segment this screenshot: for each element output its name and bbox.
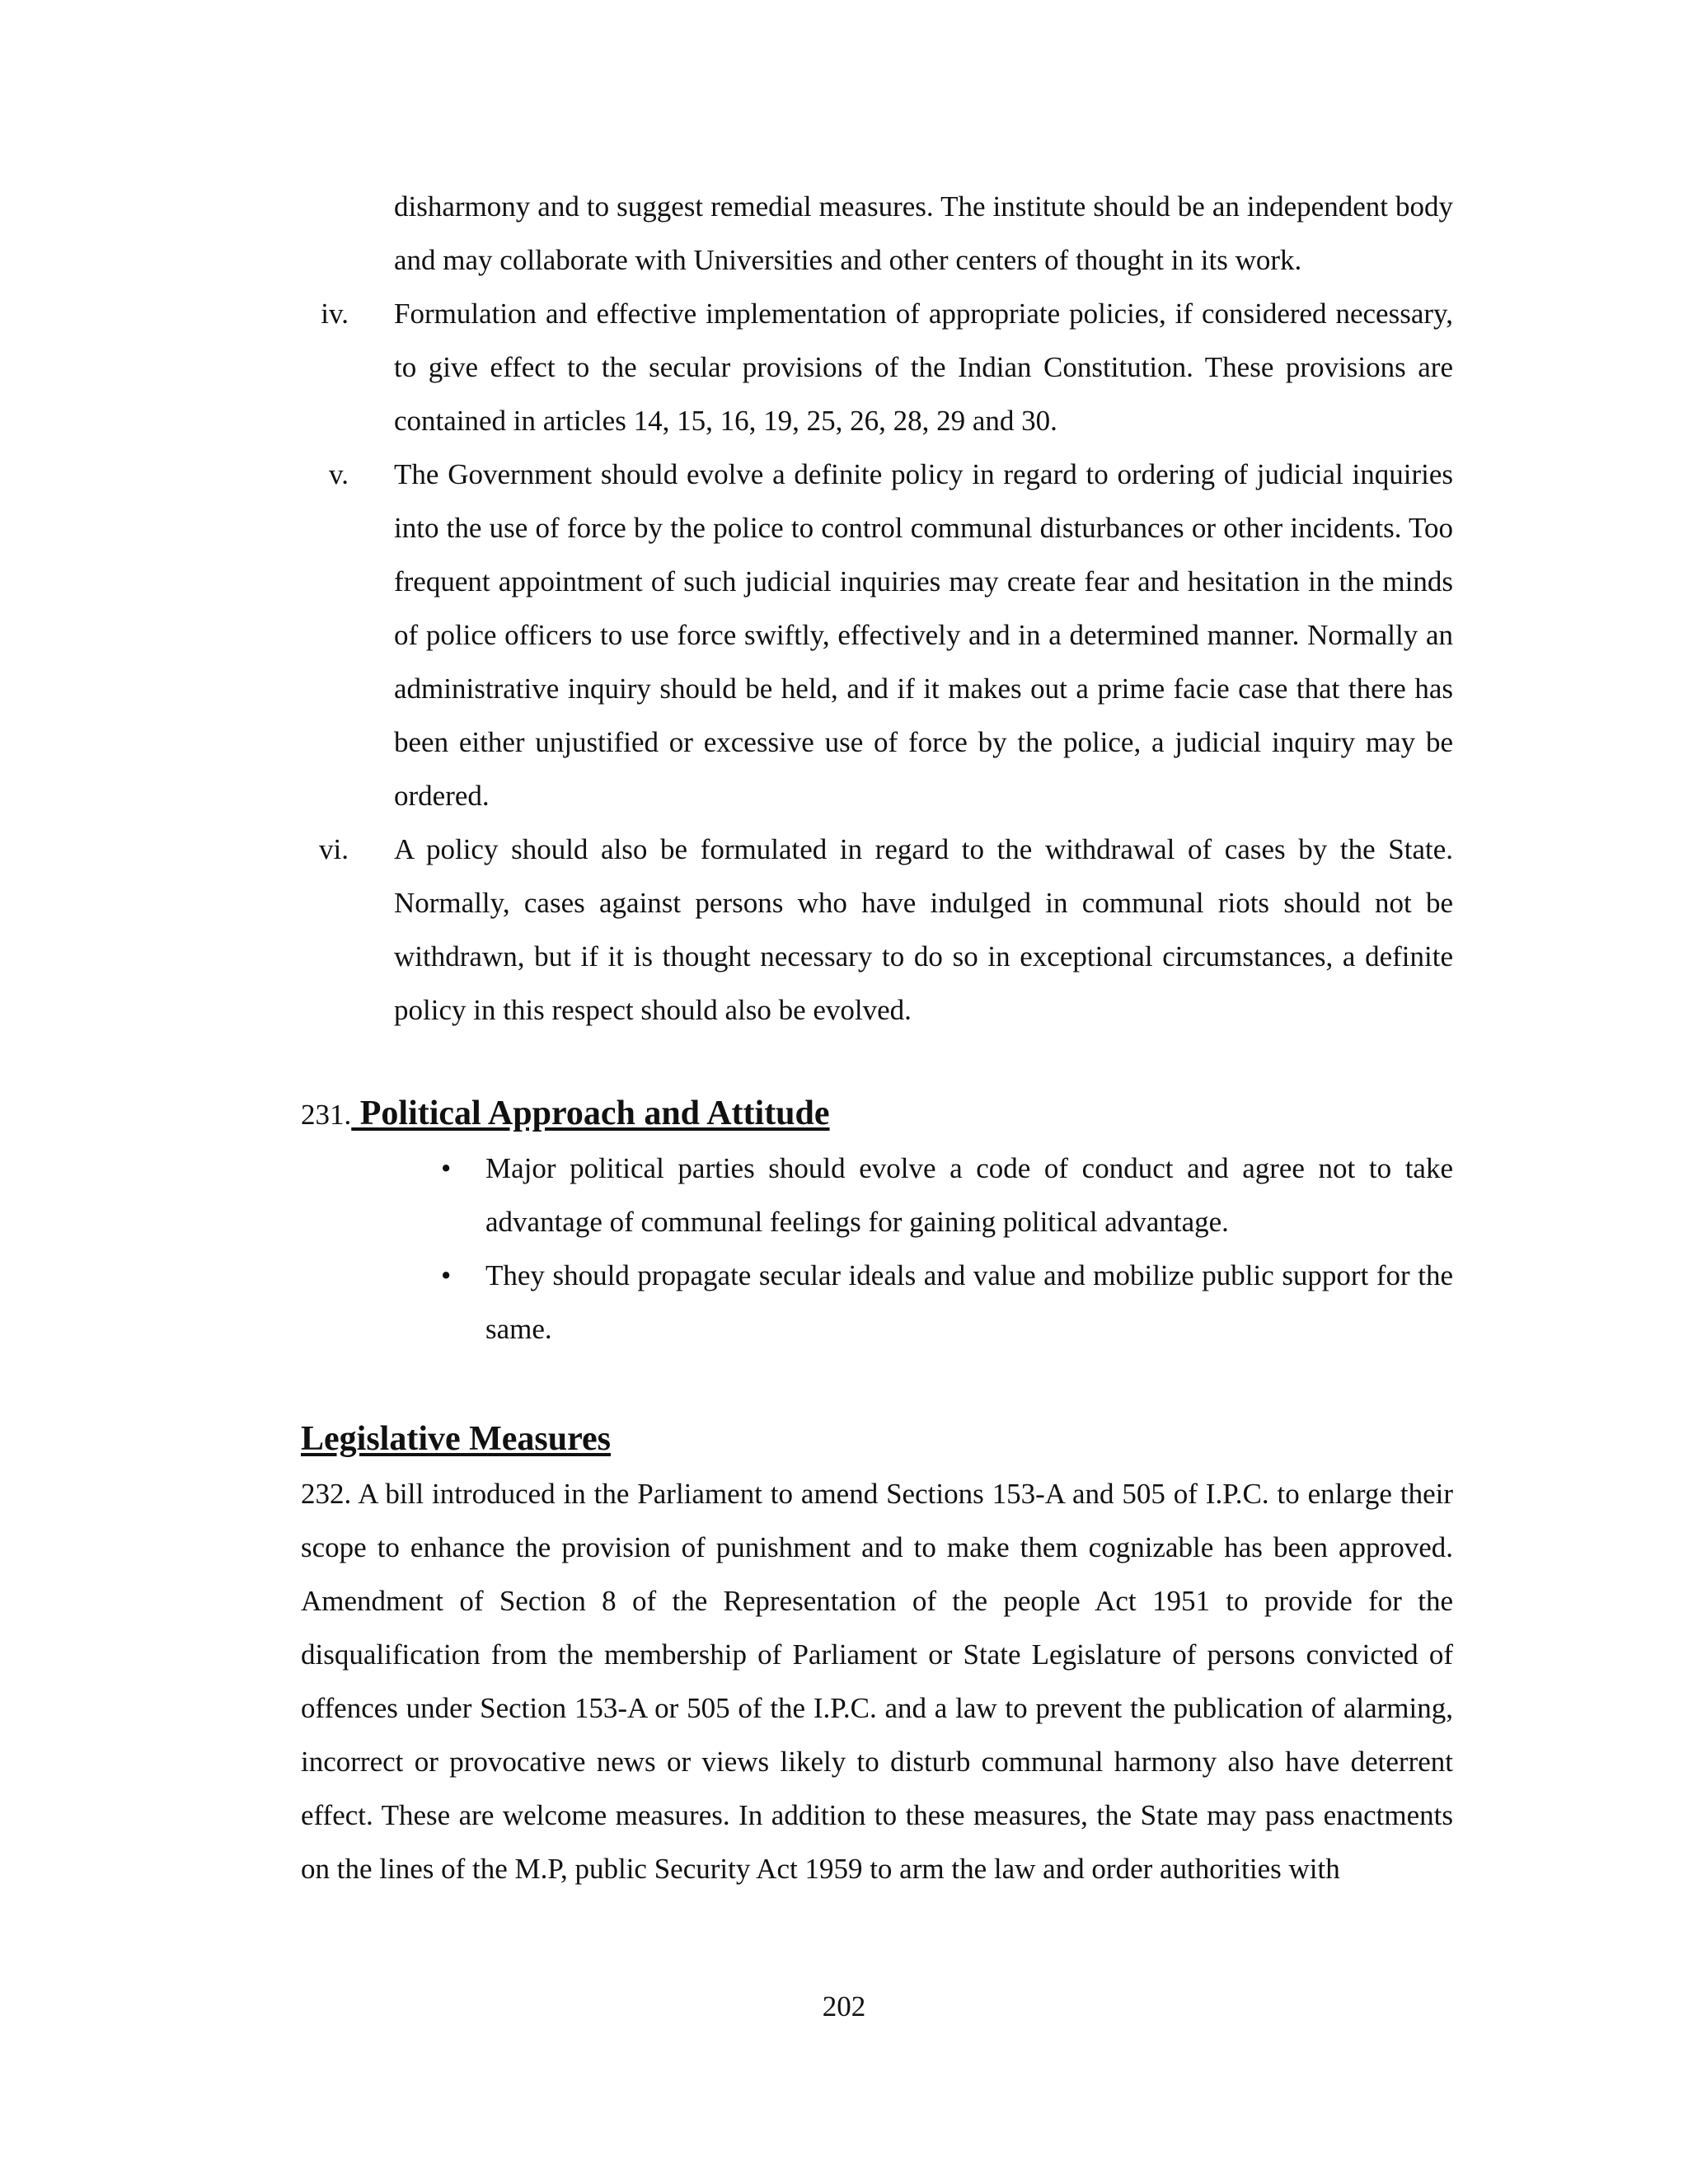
list-item-numeral: v. bbox=[329, 458, 349, 490]
list-item-text: A policy should also be formulated in regard to the withdrawal of cases by the State. Normally, cases against persons who have indulged in communal riots should not be withdrawn, but if it is thought necessary to do so in exceptional circumstances, a definite policy in this respect should also be evolved. bbox=[394, 833, 1453, 1026]
section-231-bullets bbox=[301, 1141, 1453, 1356]
list-item-text: Formulation and effective implementation of appropriate policies, if considered necessary, to give effect to the secular provisions of the Indian Constitution. These provisions are contained in articles 14, 15, 16, 19, 25, 26, 28, 29 and 30. bbox=[394, 298, 1453, 437]
list-item-numeral: iv. bbox=[321, 298, 349, 330]
section-231-heading bbox=[301, 1087, 1453, 1141]
section-number: 231. bbox=[301, 1099, 352, 1131]
section-title: Political Approach and Attitude bbox=[351, 1094, 830, 1132]
page-number: 202 bbox=[822, 1990, 866, 2022]
page-content bbox=[301, 180, 1453, 1896]
bullet-text: They should propagate secular ideals and value and mobilize public support for the same. bbox=[485, 1259, 1453, 1345]
bullet-item bbox=[301, 1249, 1453, 1356]
list-item-iv bbox=[301, 287, 1453, 448]
list-item-vi bbox=[301, 823, 1453, 1037]
legislative-measures-heading: Legislative Measures bbox=[301, 1420, 611, 1458]
bullet-item bbox=[301, 1141, 1453, 1249]
bullet-text: Major political parties should evolve a code of conduct and agree not to take advantage of communal feelings for gaining political advantage. bbox=[485, 1152, 1453, 1238]
list-item-text: disharmony and to suggest remedial measures. The institute should be an independent body and may collaborate with Universities and other centers of thought in its work. bbox=[394, 190, 1453, 276]
bullet-dot-icon: • bbox=[441, 1259, 452, 1291]
list-item-continued bbox=[301, 180, 1453, 287]
list-item-numeral: vi. bbox=[319, 833, 349, 865]
list-item-v bbox=[301, 448, 1453, 823]
legislative-paragraph: 232. A bill introduced in the Parliament to amend Sections 153-A and 505 of I.P.C. to enlarge their scope to enhance the provision of punishment and to make them cognizable has been approved. Amendment of Section 8 of the Representation of the people Act 1951 to provide for the disqualification from the membership of Parliament or State Legislature of persons convicted of offences under Section 153-A or 505 of the I.P.C. and a law to prevent the publication of alarming, incorrect or provocative news or views likely to disturb communal harmony also have deterrent effect. These are welcome measures. In addition to these measures, the State may pass enactments on the lines of the M.P, public Security Act 1959 to arm the law and order authorities with bbox=[301, 1478, 1453, 1885]
bullet-dot-icon: • bbox=[441, 1152, 452, 1184]
list-item-text: The Government should evolve a definite policy in regard to ordering of judicial inquiries into the use of force by the police to control communal disturbances or other incidents. Too frequent appointment of such judicial inquiries may create fear and hesitation in the minds of police officers to use force swiftly, effectively and in a determined manner. Normally an administrative inquiry should be held, and if it makes out a prime facie case that there has been either unjustified or excessive use of force by the police, a judicial inquiry may be ordered. bbox=[394, 458, 1453, 812]
